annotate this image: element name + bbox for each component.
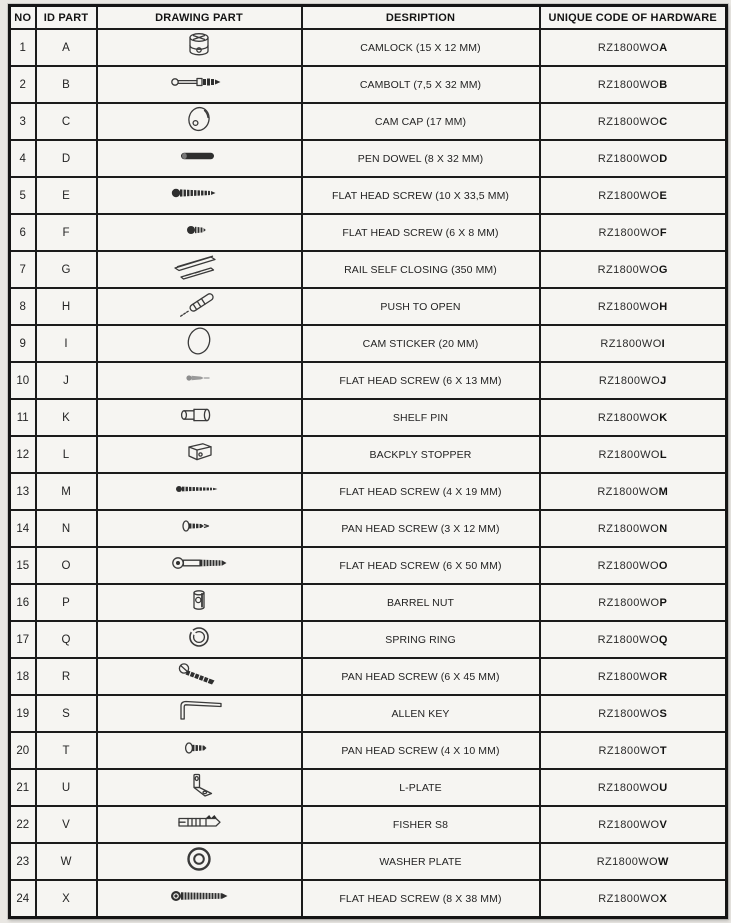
header-no: NO (10, 6, 36, 30)
row-number: 17 (10, 621, 36, 658)
row-number: 19 (10, 695, 36, 732)
flat-head-screw-8x38-icon (139, 881, 259, 911)
part-id: F (36, 214, 97, 251)
table-row (10, 658, 727, 695)
table-row (10, 732, 727, 769)
pen-dowel-icon (139, 141, 259, 171)
push-to-open-icon (139, 289, 259, 319)
part-description: BARREL NUT (302, 584, 540, 621)
backply-stopper-icon (139, 437, 259, 467)
part-description: PAN HEAD SCREW (4 X 10 MM) (302, 732, 540, 769)
barrel-nut-icon (139, 585, 259, 615)
row-number: 14 (10, 510, 36, 547)
part-description: PEN DOWEL (8 X 32 MM) (302, 140, 540, 177)
washer-plate-icon (139, 844, 259, 874)
part-id: Q (36, 621, 97, 658)
part-id: M (36, 473, 97, 510)
row-number: 9 (10, 325, 36, 362)
pan-head-screw-6x45-icon (139, 659, 259, 689)
table-header (10, 6, 727, 30)
part-id: T (36, 732, 97, 769)
row-number: 3 (10, 103, 36, 140)
hardware-code: RZ1800WOO (540, 547, 727, 584)
hardware-code: RZ1800WOM (540, 473, 727, 510)
table-row (10, 436, 727, 473)
hardware-parts-table (8, 4, 728, 919)
table-row (10, 29, 727, 66)
table-row (10, 288, 727, 325)
table-row (10, 214, 727, 251)
part-description: CAMBOLT (7,5 X 32 MM) (302, 66, 540, 103)
hardware-code: RZ1800WOU (540, 769, 727, 806)
table-row (10, 547, 727, 584)
row-number: 10 (10, 362, 36, 399)
row-number: 1 (10, 29, 36, 66)
part-id: C (36, 103, 97, 140)
flat-head-screw-6x8-icon (139, 215, 259, 245)
hardware-code: RZ1800WOA (540, 29, 727, 66)
table-row (10, 473, 727, 510)
table-row (10, 177, 727, 214)
hardware-code: RZ1800WOI (540, 325, 727, 362)
rail-self-closing-icon (139, 252, 259, 282)
part-id: L (36, 436, 97, 473)
row-number: 21 (10, 769, 36, 806)
cambolt-icon (139, 67, 259, 97)
part-description: SHELF PIN (302, 399, 540, 436)
part-description: FLAT HEAD SCREW (8 X 38 MM) (302, 880, 540, 918)
part-id: I (36, 325, 97, 362)
header-unique-code: UNIQUE CODE OF HARDWARE (540, 6, 727, 30)
header-drawing-part: DRAWING PART (97, 6, 302, 30)
spring-ring-icon (139, 622, 259, 652)
table-row (10, 251, 727, 288)
row-number: 23 (10, 843, 36, 880)
hardware-code: RZ1800WOW (540, 843, 727, 880)
hardware-code: RZ1800WOT (540, 732, 727, 769)
part-description: FLAT HEAD SCREW (4 X 19 MM) (302, 473, 540, 510)
header-id-part: ID PART (36, 6, 97, 30)
row-number: 18 (10, 658, 36, 695)
hardware-code: RZ1800WOS (540, 695, 727, 732)
table-row (10, 621, 727, 658)
table-row (10, 584, 727, 621)
row-number: 16 (10, 584, 36, 621)
row-number: 24 (10, 880, 36, 918)
part-description: L-PLATE (302, 769, 540, 806)
part-id: B (36, 66, 97, 103)
table-row (10, 325, 727, 362)
row-number: 20 (10, 732, 36, 769)
row-number: 4 (10, 140, 36, 177)
row-number: 2 (10, 66, 36, 103)
hardware-code: RZ1800WOH (540, 288, 727, 325)
part-id: D (36, 140, 97, 177)
part-description: WASHER PLATE (302, 843, 540, 880)
part-description: CAM STICKER (20 MM) (302, 325, 540, 362)
part-description: CAM CAP (17 MM) (302, 103, 540, 140)
part-id: N (36, 510, 97, 547)
hardware-code: RZ1800WOQ (540, 621, 727, 658)
part-description: FISHER S8 (302, 806, 540, 843)
hardware-code: RZ1800WOP (540, 584, 727, 621)
hardware-code: RZ1800WOE (540, 177, 727, 214)
part-description: FLAT HEAD SCREW (6 X 50 MM) (302, 547, 540, 584)
table-row (10, 769, 727, 806)
flat-head-screw-6x50-icon (139, 548, 259, 578)
cam-sticker-icon (139, 326, 259, 356)
row-number: 15 (10, 547, 36, 584)
hardware-code: RZ1800WOD (540, 140, 727, 177)
part-id: O (36, 547, 97, 584)
part-description: RAIL SELF CLOSING (350 MM) (302, 251, 540, 288)
flat-head-screw-4x19-icon (139, 474, 259, 504)
l-plate-icon (139, 770, 259, 800)
hardware-code: RZ1800WON (540, 510, 727, 547)
part-id: A (36, 29, 97, 66)
row-number: 22 (10, 806, 36, 843)
row-number: 8 (10, 288, 36, 325)
flat-head-screw-6x13-icon (139, 363, 259, 393)
parts-table-body (10, 29, 727, 918)
pan-head-screw-3x12-icon (139, 511, 259, 541)
table-row (10, 140, 727, 177)
row-number: 7 (10, 251, 36, 288)
fisher-s8-icon (139, 807, 259, 837)
table-row (10, 66, 727, 103)
hardware-code: RZ1800WOF (540, 214, 727, 251)
part-id: W (36, 843, 97, 880)
shelf-pin-icon (139, 400, 259, 430)
row-number: 13 (10, 473, 36, 510)
hardware-code: RZ1800WOR (540, 658, 727, 695)
part-id: V (36, 806, 97, 843)
part-id: G (36, 251, 97, 288)
pan-head-screw-4x10-icon (139, 733, 259, 763)
camlock-icon (139, 30, 259, 60)
part-description: PAN HEAD SCREW (6 X 45 MM) (302, 658, 540, 695)
part-id: K (36, 399, 97, 436)
part-description: FLAT HEAD SCREW (6 X 13 MM) (302, 362, 540, 399)
hardware-code: RZ1800WOK (540, 399, 727, 436)
part-description: PAN HEAD SCREW (3 X 12 MM) (302, 510, 540, 547)
table-row (10, 399, 727, 436)
table-row (10, 880, 727, 918)
part-description: SPRING RING (302, 621, 540, 658)
header-description: DESRIPTION (302, 6, 540, 30)
hardware-code: RZ1800WOC (540, 103, 727, 140)
table-row (10, 103, 727, 140)
part-id: S (36, 695, 97, 732)
part-description: FLAT HEAD SCREW (6 X 8 MM) (302, 214, 540, 251)
hardware-code: RZ1800WOB (540, 66, 727, 103)
row-number: 11 (10, 399, 36, 436)
cam-cap-icon (139, 104, 259, 134)
part-id: X (36, 880, 97, 918)
part-description: BACKPLY STOPPER (302, 436, 540, 473)
hardware-code: RZ1800WOX (540, 880, 727, 918)
hardware-code: RZ1800WOL (540, 436, 727, 473)
part-description: PUSH TO OPEN (302, 288, 540, 325)
table-row (10, 843, 727, 880)
part-id: E (36, 177, 97, 214)
part-id: U (36, 769, 97, 806)
row-number: 6 (10, 214, 36, 251)
table-row (10, 806, 727, 843)
row-number: 12 (10, 436, 36, 473)
row-number: 5 (10, 177, 36, 214)
table-row (10, 362, 727, 399)
part-description: FLAT HEAD SCREW (10 X 33,5 MM) (302, 177, 540, 214)
part-id: H (36, 288, 97, 325)
part-description: CAMLOCK (15 X 12 MM) (302, 29, 540, 66)
table-row (10, 510, 727, 547)
part-description: ALLEN KEY (302, 695, 540, 732)
part-id: R (36, 658, 97, 695)
part-id: J (36, 362, 97, 399)
flat-head-screw-10x33-icon (139, 178, 259, 208)
hardware-code: RZ1800WOJ (540, 362, 727, 399)
table-row (10, 695, 727, 732)
hardware-code: RZ1800WOV (540, 806, 727, 843)
allen-key-icon (139, 696, 259, 726)
hardware-code: RZ1800WOG (540, 251, 727, 288)
part-id: P (36, 584, 97, 621)
